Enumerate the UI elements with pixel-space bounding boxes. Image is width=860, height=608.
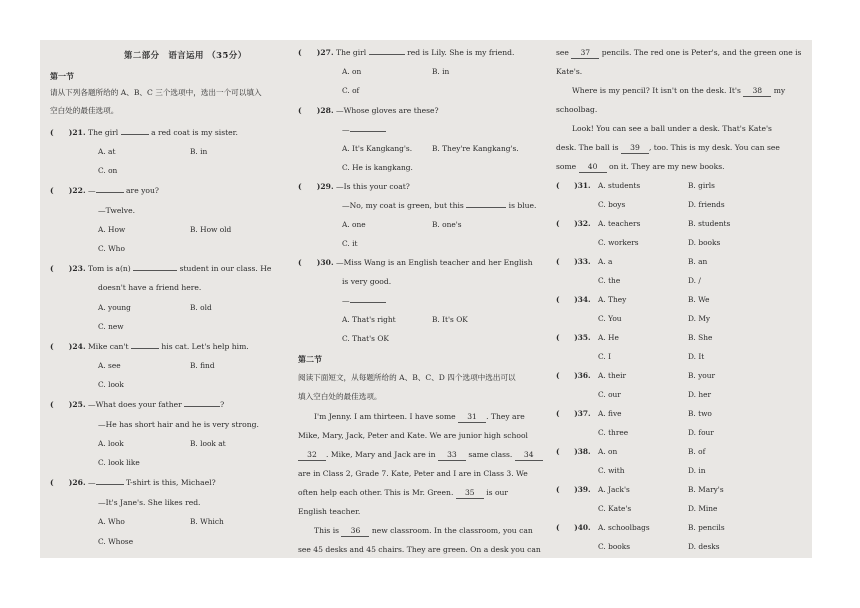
dash: — (342, 125, 350, 134)
question-text: T-shirt is this, Michael? (126, 478, 216, 487)
question-38-number: ( )38. (556, 447, 591, 456)
option-c: C. new (98, 322, 124, 331)
question-text: —What does your father (88, 400, 182, 409)
option-d: D. four (688, 428, 714, 437)
answer-blank[interactable] (369, 54, 405, 55)
question-28 (298, 106, 439, 116)
passage-text: on it. They are my new books. (609, 162, 725, 171)
answer-blank[interactable] (184, 406, 220, 407)
question-30 (298, 258, 533, 268)
question-number: ( )26. (50, 478, 86, 487)
blank-39[interactable]: 39 (621, 143, 649, 154)
passage-line (298, 488, 508, 498)
exam-page (40, 40, 812, 558)
passage-text: new classroom. In the classroom, you can (371, 526, 533, 535)
option-a: A. one (342, 220, 366, 229)
option-c: C. with (598, 466, 625, 475)
option-b: B. of (688, 447, 706, 456)
option-c: C. three (598, 428, 629, 437)
question-text: — (88, 186, 96, 195)
option-b: B. students (688, 219, 731, 228)
part-title: 第二部分 语言运用 （35分） (124, 50, 247, 60)
question-33-number: ( )33. (556, 257, 591, 266)
option-b: B. in (432, 67, 450, 76)
option-b: B. We (688, 295, 710, 304)
answer-blank[interactable] (133, 270, 177, 271)
option-b: B. find (190, 361, 215, 370)
passage-text: This is (314, 526, 340, 535)
question-text: The girl (88, 128, 119, 137)
question-reply: —Twelve. (98, 206, 136, 215)
blank-34[interactable]: 34 (515, 450, 543, 461)
question-text: student in our class. He (179, 264, 272, 273)
reply-text: is blue. (508, 201, 537, 210)
option-c: C. Kate's (598, 504, 632, 513)
passage-text: is our (486, 488, 509, 497)
question-25 (50, 400, 224, 410)
question-35-number: ( )35. (556, 333, 591, 342)
option-b: B. two (688, 409, 712, 418)
option-c: C. I (598, 352, 612, 361)
passage-line: English teacher. (298, 507, 361, 516)
passage-line: Mike, Mary, Jack, Peter and Kate. We are junior high school (298, 431, 528, 440)
question-23 (50, 264, 271, 274)
option-d: D. her (688, 390, 712, 399)
question-32-number: ( )32. (556, 219, 591, 228)
blank-32[interactable]: 32 (298, 450, 326, 461)
option-a: A. teachers (598, 219, 641, 228)
answer-blank[interactable] (466, 207, 506, 208)
passage-line (314, 526, 533, 536)
dash: — (342, 296, 350, 305)
passage-line: Look! You can see a ball under a desk. That's Kate's (572, 124, 772, 133)
option-b: B. Mary's (688, 485, 724, 494)
option-c: C. our (598, 390, 621, 399)
reply-text: —No, my coat is green, but this (342, 201, 464, 210)
option-a: A. He (598, 333, 619, 342)
question-number: ( )24. (50, 342, 86, 351)
option-a: A. on (342, 67, 362, 76)
option-c: C. That's OK (342, 334, 389, 343)
question-reply: —He has short hair and he is very strong. (98, 420, 259, 429)
option-d: D. My (688, 314, 711, 323)
question-21 (50, 128, 238, 138)
passage-text: my (773, 86, 786, 95)
question-text: red is Lily. She is my friend. (407, 48, 515, 57)
passage-text: . They are (486, 412, 525, 421)
question-text: ? (220, 400, 225, 409)
answer-blank[interactable] (350, 302, 386, 303)
answer-blank[interactable] (96, 484, 124, 485)
passage-text: . Mike, Mary and Jack are in (326, 450, 436, 459)
option-c: C. He is kangkang. (342, 163, 413, 172)
question-29 (298, 182, 410, 192)
option-b: B. How old (190, 225, 232, 234)
option-b: B. Which (190, 517, 224, 526)
question-number: ( )30. (298, 258, 334, 267)
passage-line (314, 412, 525, 422)
answer-blank[interactable] (350, 131, 386, 132)
option-d: D. friends (688, 200, 725, 209)
passage-line (556, 162, 725, 172)
option-a: A. schoolbags (598, 523, 650, 532)
passage-text: some (556, 162, 577, 171)
question-40-number: ( )40. (556, 523, 591, 532)
instructions-line-2: 空白处的最佳选项。 (50, 106, 119, 115)
option-b: B. She (688, 333, 713, 342)
question-number: ( )27. (298, 48, 334, 57)
option-d: D. books (688, 238, 721, 247)
option-c: C. it (342, 239, 358, 248)
option-a: A. on (598, 447, 618, 456)
passage-text: pencils. The red one is Peter's, and the green one is (601, 48, 802, 57)
option-b: B. your (688, 371, 716, 380)
option-c: C. the (598, 276, 621, 285)
option-c: C. You (598, 314, 622, 323)
option-d: D. in (688, 466, 706, 475)
blank-37[interactable]: 37 (571, 48, 599, 59)
option-b: B. look at (190, 439, 226, 448)
option-c: C. Whose (98, 537, 134, 546)
passage-text: Where is my pencil? It isn't on the desk. It's (572, 86, 741, 95)
option-c: C. boys (598, 200, 626, 209)
section-1-heading: 第一节 (50, 71, 74, 81)
question-number: ( )29. (298, 182, 334, 191)
question-text: — (88, 478, 96, 487)
option-a: A. young (98, 303, 131, 312)
blank-36[interactable]: 36 (341, 526, 369, 537)
question-number: ( )28. (298, 106, 334, 115)
question-number: ( )25. (50, 400, 86, 409)
passage-line: schoolbag. (556, 105, 598, 114)
passage-text: I'm Jenny. I am thirteen. I have some (314, 412, 456, 421)
option-b: B. pencils (688, 523, 725, 532)
question-31-number: ( )31. (556, 181, 591, 190)
question-36-number: ( )36. (556, 371, 591, 380)
option-a: A. Jack's (598, 485, 630, 494)
option-c: C. of (342, 86, 360, 95)
question-text: his cat. Let's help him. (161, 342, 249, 351)
passage-line: Kate's. (556, 67, 583, 76)
option-a: A. That's right (342, 315, 396, 324)
blank-31[interactable]: 31 (458, 412, 486, 423)
instructions-line-1: 请从下列各题所给的 A、B、C 三个选项中，选出一个可以填入 (50, 88, 262, 97)
question-reply (342, 296, 386, 306)
question-text: The girl (336, 48, 367, 57)
option-b: B. They're Kangkang's. (432, 144, 519, 153)
answer-blank[interactable] (131, 348, 159, 349)
question-text: Tom is a(n) (88, 264, 131, 273)
question-39-number: ( )39. (556, 485, 591, 494)
question-27 (298, 48, 514, 58)
question-number: ( )23. (50, 264, 86, 273)
option-c: C. Who (98, 244, 125, 253)
question-37-number: ( )37. (556, 409, 591, 418)
passage-text: see (556, 48, 569, 57)
option-a: A. How (98, 225, 126, 234)
answer-blank[interactable] (96, 192, 124, 193)
question-24 (50, 342, 249, 352)
passage-line: are in Class 2, Grade 7. Kate, Peter and I are in Class 3. We (298, 469, 528, 478)
question-text: —Miss Wang is an English teacher and her English (336, 258, 533, 267)
option-a: A. a (598, 257, 613, 266)
option-a: A. They (598, 295, 627, 304)
question-reply (342, 125, 386, 135)
option-b: B. girls (688, 181, 715, 190)
option-a: A. Who (98, 517, 125, 526)
option-d: D. Mine (688, 504, 718, 513)
passage-line (572, 86, 785, 96)
option-a: A. It's Kangkang's. (342, 144, 413, 153)
answer-blank[interactable] (121, 134, 149, 135)
passage-text: same class. (468, 450, 513, 459)
option-c: C. look (98, 380, 124, 389)
blank-35[interactable]: 35 (456, 488, 484, 499)
question-number: ( )21. (50, 128, 86, 137)
option-a: A. students (598, 181, 641, 190)
question-22 (50, 186, 159, 196)
question-34-number: ( )34. (556, 295, 591, 304)
option-b: B. It's OK (432, 315, 468, 324)
blank-33[interactable]: 33 (438, 450, 466, 461)
passage-line (556, 143, 780, 153)
question-text-line-2: doesn't have a friend here. (98, 283, 202, 292)
question-text: are you? (126, 186, 159, 195)
option-a: A. five (598, 409, 622, 418)
column-1 (50, 40, 300, 558)
question-text: —Whose gloves are these? (336, 106, 439, 115)
question-text: Mike can't (88, 342, 129, 351)
passage-line: see 45 desks and 45 chairs. They are green. On a desk you can (298, 545, 541, 554)
question-text-line-2: is very good. (342, 277, 392, 286)
option-a: A. look (98, 439, 124, 448)
instructions-line-1: 阅读下面短文，从每题所给的 A、B、C、D 四个选项中选出可以 (298, 373, 516, 382)
option-b: B. an (688, 257, 708, 266)
passage-line (298, 450, 543, 460)
passage-line (556, 48, 801, 58)
question-reply (342, 201, 536, 211)
option-d: D. desks (688, 542, 720, 551)
option-b: B. one's (432, 220, 462, 229)
section-2-heading: 第二节 (298, 354, 322, 364)
option-c: C. workers (598, 238, 639, 247)
option-a: A. see (98, 361, 121, 370)
question-text: a red coat is my sister. (151, 128, 238, 137)
blank-40[interactable]: 40 (579, 162, 607, 173)
blank-38[interactable]: 38 (743, 86, 771, 97)
passage-text: often help each other. This is Mr. Green. (298, 488, 454, 497)
question-reply: —It's Jane's. She likes red. (98, 498, 201, 507)
question-number: ( )22. (50, 186, 86, 195)
option-d: D. / (688, 276, 701, 285)
question-text: —Is this your coat? (336, 182, 410, 191)
column-3 (556, 40, 808, 558)
option-b: B. old (190, 303, 212, 312)
option-c: C. look like (98, 458, 140, 467)
option-c: C. on (98, 166, 118, 175)
passage-text: , too. This is my desk. You can see (648, 143, 780, 152)
column-2 (298, 40, 546, 558)
option-c: C. books (598, 542, 630, 551)
option-a: A. their (598, 371, 627, 380)
option-a: A. at (98, 147, 116, 156)
question-26 (50, 478, 216, 488)
option-b: B. in (190, 147, 208, 156)
passage-text: desk. The ball is (556, 143, 619, 152)
option-d: D. It (688, 352, 705, 361)
instructions-line-2: 填入空白处的最佳选项。 (298, 392, 382, 401)
